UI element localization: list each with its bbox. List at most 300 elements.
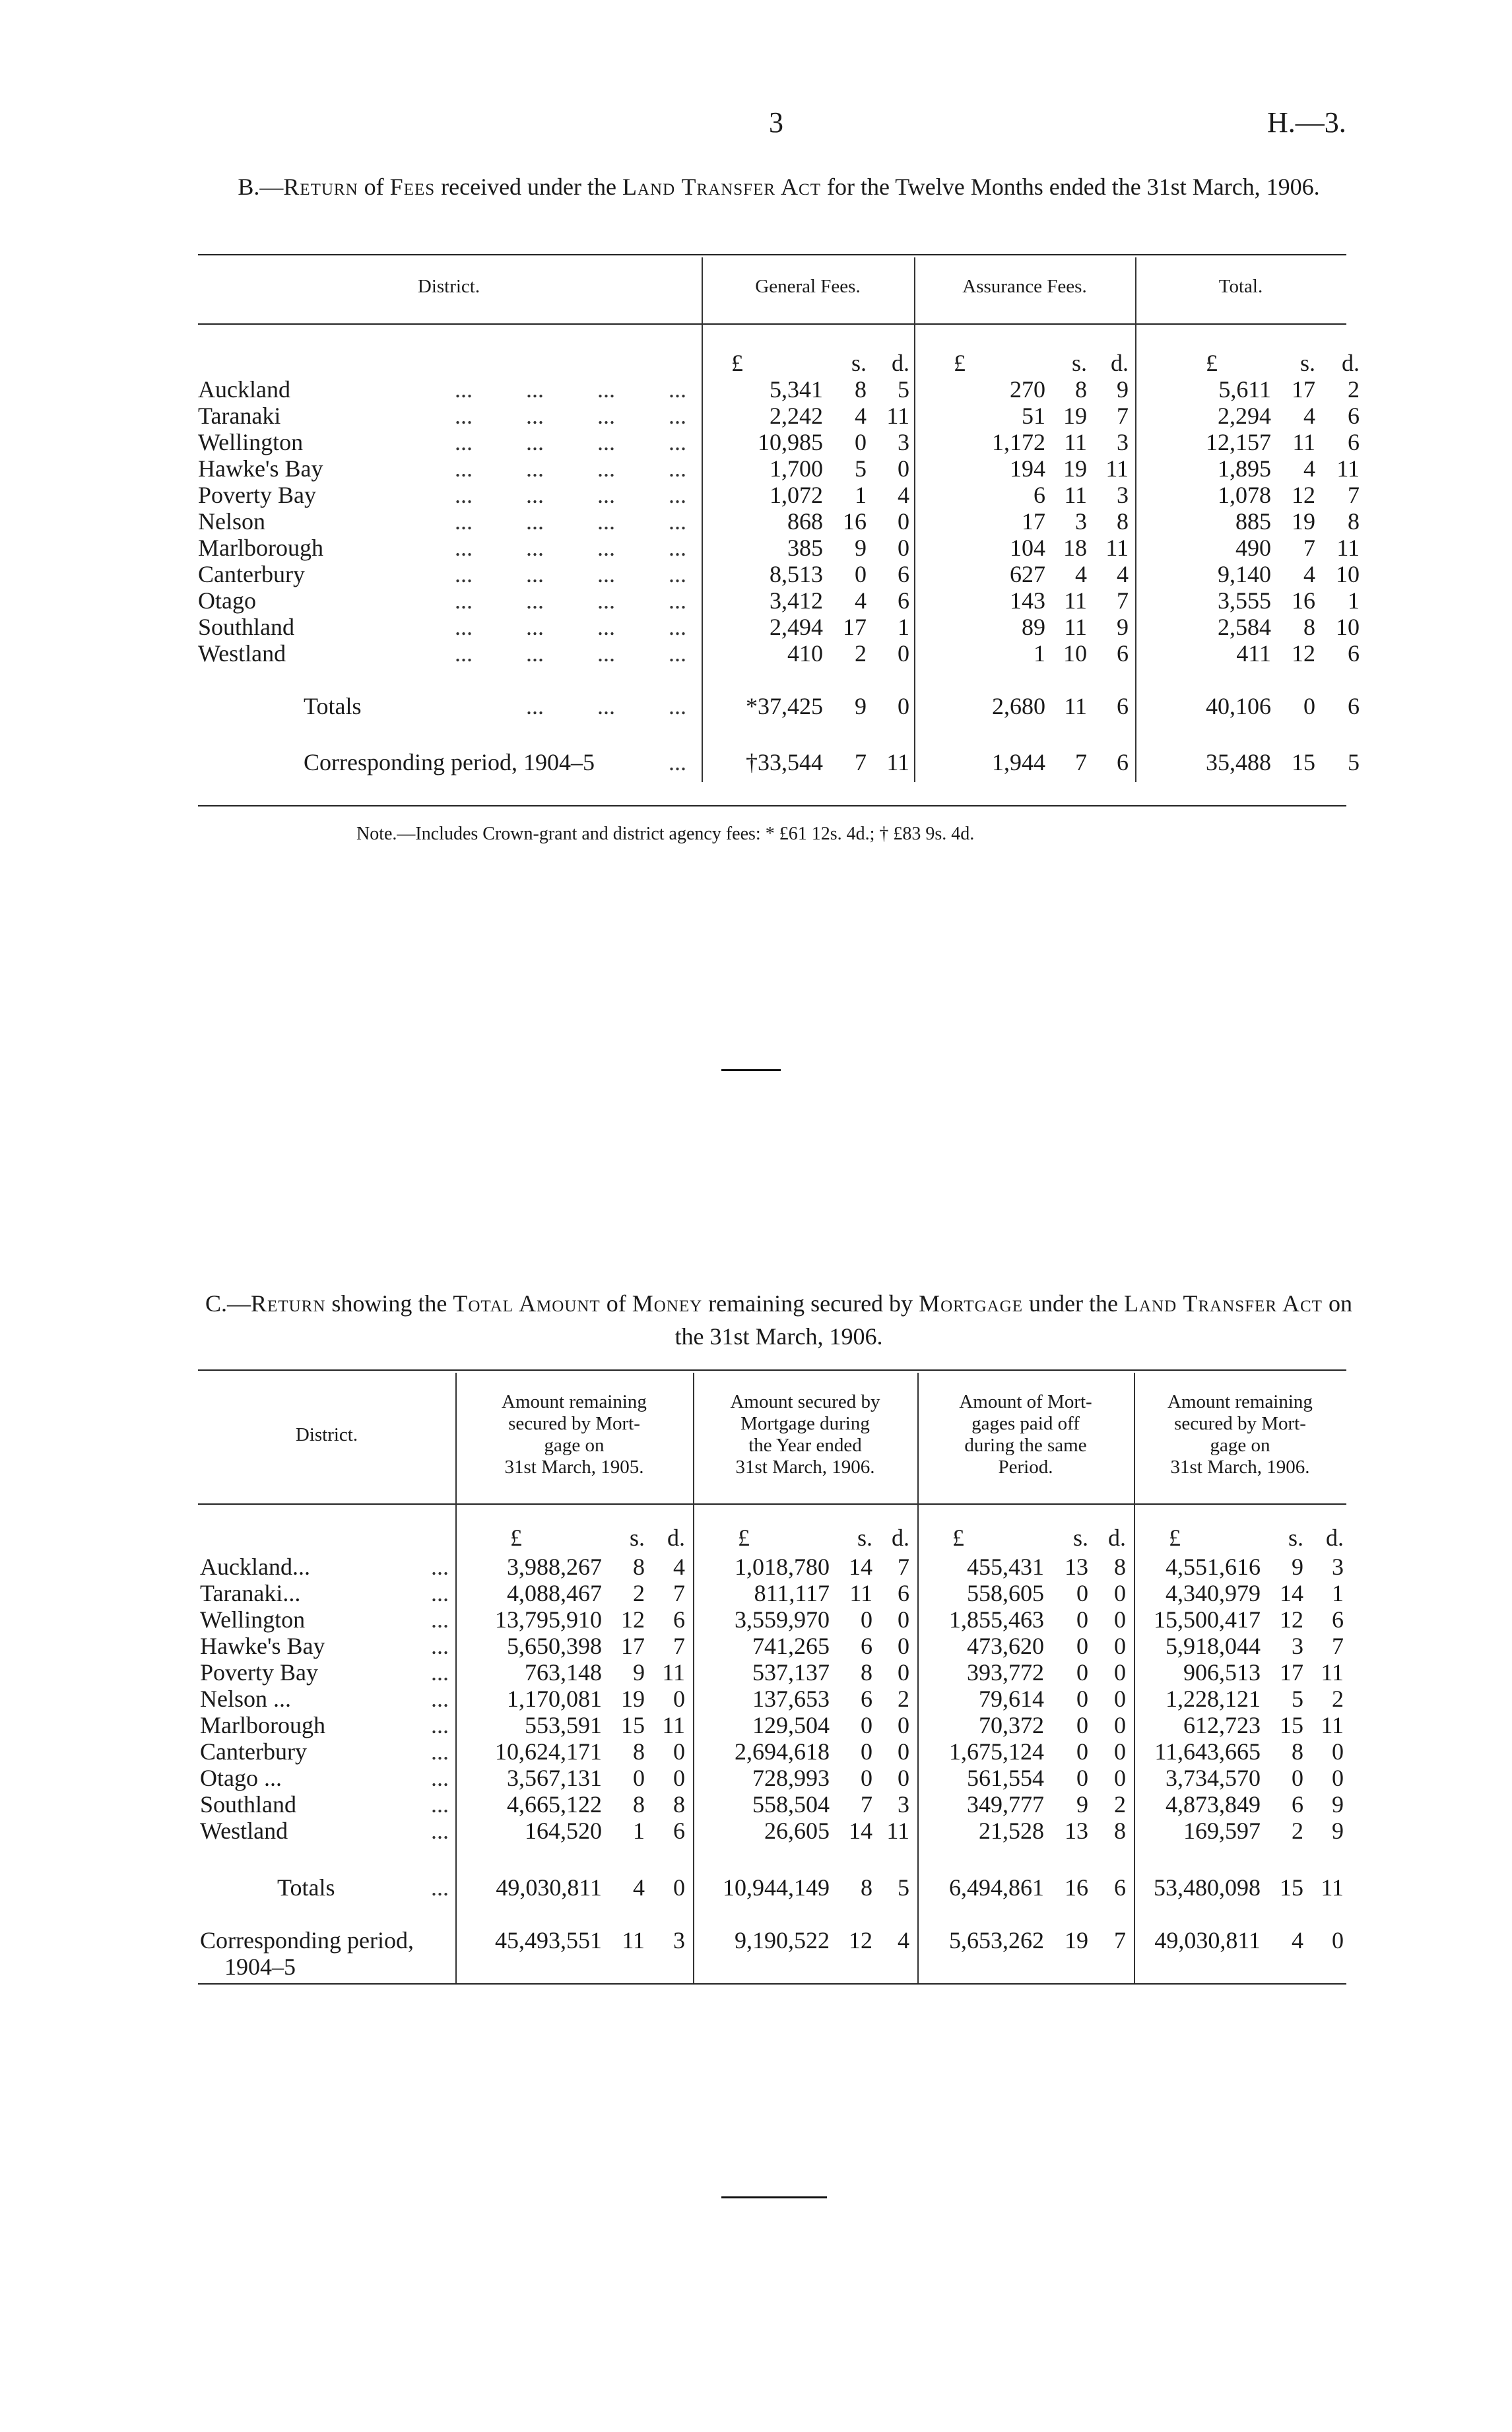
table-c-col1-pounds: 3,988,267 bbox=[507, 1554, 602, 1580]
table-c-corresponding-col3-shillings: 19 bbox=[1065, 1927, 1088, 1954]
table-c-totals-col3-shillings: 16 bbox=[1065, 1874, 1088, 1901]
table-c-col1-pound-unit: £ bbox=[510, 1525, 522, 1551]
table-c-col3-pounds: 561,554 bbox=[967, 1765, 1044, 1791]
table-c-col2-pence: 0 bbox=[898, 1633, 909, 1659]
table-b-general-pound-unit: £ bbox=[731, 350, 743, 376]
table-b-header-general: General Fees. bbox=[755, 276, 861, 297]
table-b-total-pounds: 3,555 bbox=[1218, 587, 1271, 614]
table-c-header-col2: Amount secured by Mortgage during the Year ended 31st March, 1906. bbox=[730, 1391, 880, 1478]
table-c-col1-pence: 6 bbox=[673, 1606, 685, 1633]
table-c-header-col4: Amount remaining secured by Mort- gage on 31st March, 1906. bbox=[1167, 1391, 1313, 1478]
table-b-district: Canterbury bbox=[198, 561, 305, 587]
table-b-corresponding-general-pounds: †33,544 bbox=[746, 749, 823, 775]
table-b-general-pounds: 2,494 bbox=[770, 614, 823, 640]
table-c-col2-pounds: 811,117 bbox=[754, 1580, 830, 1606]
table-c-district: Hawke's Bay bbox=[200, 1633, 325, 1659]
table-c-totals-col4-shillings: 15 bbox=[1280, 1874, 1303, 1901]
table-b-totals-assurance-shillings: 11 bbox=[1064, 693, 1087, 719]
table-c-col1-pence: 0 bbox=[673, 1765, 685, 1791]
table-b-general-shillings: 2 bbox=[855, 640, 867, 667]
table-c-corresponding-col2-shillings: 12 bbox=[849, 1927, 872, 1954]
table-b-district: Hawke's Bay bbox=[198, 455, 323, 482]
table-b-assurance-pence: 7 bbox=[1117, 403, 1129, 429]
table-b-assurance-pence-unit: d. bbox=[1111, 350, 1129, 376]
table-c-leader-dots: ... bbox=[431, 1580, 449, 1606]
table-c-top-rule bbox=[198, 1369, 1346, 1371]
table-c-col2-pence: 6 bbox=[898, 1580, 909, 1606]
table-b-general-pounds: 5,341 bbox=[770, 376, 823, 403]
table-c-col1-pence: 6 bbox=[673, 1818, 685, 1844]
table-c-col2-pounds: 3,559,970 bbox=[735, 1606, 830, 1633]
table-c-col3-pence: 8 bbox=[1114, 1554, 1126, 1580]
table-b-total-shillings: 11 bbox=[1292, 429, 1315, 455]
table-c-col4-shillings: 5 bbox=[1292, 1686, 1303, 1712]
table-c-district: Nelson ... bbox=[200, 1686, 291, 1712]
table-c-district: Southland bbox=[200, 1791, 297, 1818]
table-b-assurance-shillings: 19 bbox=[1063, 455, 1087, 482]
table-b-district: Nelson bbox=[198, 508, 265, 535]
table-c-col1-pence-unit: d. bbox=[667, 1525, 685, 1551]
table-c-col2-pounds: 129,504 bbox=[752, 1712, 830, 1738]
table-b-total-pence: 6 bbox=[1348, 640, 1360, 667]
table-c-district: Otago ... bbox=[200, 1765, 282, 1791]
table-c-col3-pence: 0 bbox=[1114, 1606, 1126, 1633]
table-c-col4-pounds: 4,551,616 bbox=[1166, 1554, 1261, 1580]
table-c-totals-col4-pence: 11 bbox=[1321, 1874, 1344, 1901]
table-b-leader-dots: ... ... ... ... bbox=[455, 640, 686, 667]
document-reference: H.—3. bbox=[1267, 106, 1346, 139]
table-c-district: Marlborough bbox=[200, 1712, 325, 1738]
table-c-col1-pence: 11 bbox=[662, 1712, 685, 1738]
table-c-col3-pence: 0 bbox=[1114, 1712, 1126, 1738]
page-number: 3 bbox=[769, 106, 783, 139]
table-c-col3-pounds: 1,675,124 bbox=[949, 1738, 1044, 1765]
table-b-total-pence: 11 bbox=[1336, 535, 1360, 561]
table-c-col2-shillings: 0 bbox=[861, 1606, 872, 1633]
table-b-general-pence: 0 bbox=[898, 508, 909, 535]
table-c-col2-pence-unit: d. bbox=[892, 1525, 909, 1551]
table-c-district: Auckland... bbox=[200, 1554, 310, 1580]
table-c-col3-shillings: 13 bbox=[1065, 1554, 1088, 1580]
table-c-col4-pound-unit: £ bbox=[1169, 1525, 1181, 1551]
table-c-leader-dots: ... bbox=[431, 1874, 449, 1901]
table-b-assurance-pounds: 104 bbox=[1010, 535, 1045, 561]
table-b-leader-dots: ... ... ... ... bbox=[455, 614, 686, 640]
table-c-col3-shillings: 0 bbox=[1076, 1712, 1088, 1738]
table-c-col2-pounds: 137,653 bbox=[752, 1686, 830, 1712]
table-b-general-pence: 6 bbox=[898, 587, 909, 614]
table-c-totals-col4-pounds: 53,480,098 bbox=[1154, 1874, 1261, 1901]
table-c-col3-shillings: 0 bbox=[1076, 1580, 1088, 1606]
table-c-col2-pence: 2 bbox=[898, 1686, 909, 1712]
table-c-col2-shillings: 8 bbox=[861, 1659, 872, 1686]
table-c-col4-shillings: 2 bbox=[1292, 1818, 1303, 1844]
table-c-col2-shillings: 14 bbox=[849, 1554, 872, 1580]
table-b-general-shillings: 8 bbox=[855, 376, 867, 403]
table-b-total-pounds: 411 bbox=[1236, 640, 1271, 667]
table-b-leader-dots: ... ... ... ... bbox=[455, 508, 686, 535]
table-c-col2-pence: 11 bbox=[886, 1818, 909, 1844]
table-c-totals-label: Totals bbox=[277, 1874, 335, 1901]
table-c-col1-shilling-unit: s. bbox=[629, 1525, 645, 1551]
table-c-col4-pence: 6 bbox=[1332, 1606, 1344, 1633]
table-c-col3-shillings: 0 bbox=[1076, 1659, 1088, 1686]
table-b-total-shillings: 19 bbox=[1292, 508, 1315, 535]
table-c-leader-dots: ... bbox=[431, 1765, 449, 1791]
table-c-col4-pounds: 612,723 bbox=[1183, 1712, 1261, 1738]
table-c-col2-shillings: 7 bbox=[861, 1791, 872, 1818]
table-b-total-shilling-unit: s. bbox=[1299, 350, 1315, 376]
table-b-total-pence: 10 bbox=[1336, 614, 1360, 640]
table-c-leader-dots: ... bbox=[431, 1791, 449, 1818]
table-c-col3-pounds: 1,855,463 bbox=[949, 1606, 1044, 1633]
table-c-col3-pence: 0 bbox=[1114, 1580, 1126, 1606]
table-c-col1-pence: 0 bbox=[673, 1686, 685, 1712]
table-b-totals-label: Totals bbox=[304, 693, 362, 719]
table-b-general-pence: 1 bbox=[898, 614, 909, 640]
table-c-col3-pence: 0 bbox=[1114, 1738, 1126, 1765]
table-c-col4-shillings: 14 bbox=[1280, 1580, 1303, 1606]
table-b-corresponding-assurance-pence: 6 bbox=[1117, 749, 1129, 775]
table-c-corresponding-col1-pence: 3 bbox=[673, 1927, 685, 1954]
table-c-col3-shillings: 9 bbox=[1076, 1791, 1088, 1818]
table-b-general-shillings: 16 bbox=[843, 508, 867, 535]
table-c-district: Wellington bbox=[200, 1606, 306, 1633]
table-b-general-pounds: 1,072 bbox=[770, 482, 823, 508]
table-c-col4-pounds: 5,918,044 bbox=[1166, 1633, 1261, 1659]
table-c-col2-pounds: 26,605 bbox=[764, 1818, 830, 1844]
table-c-col1-pounds: 553,591 bbox=[525, 1712, 602, 1738]
table-c-header-col3: Amount of Mort- gages paid off during the same Period. bbox=[959, 1391, 1092, 1478]
table-c-col1-pounds: 4,088,467 bbox=[507, 1580, 602, 1606]
table-c-col4-pounds: 11,643,665 bbox=[1154, 1738, 1261, 1765]
table-b-general-pounds: 10,985 bbox=[758, 429, 823, 455]
table-c-col4-pounds: 15,500,417 bbox=[1154, 1606, 1261, 1633]
table-b-total-pounds: 12,157 bbox=[1206, 429, 1271, 455]
table-b-leader-dots: ... ... ... ... bbox=[455, 429, 686, 455]
table-b-totals-total-pence: 6 bbox=[1348, 693, 1360, 719]
table-c-leader-dots: ... bbox=[431, 1659, 449, 1686]
table-c-col2-pounds: 741,265 bbox=[752, 1633, 830, 1659]
table-b-general-pence: 0 bbox=[898, 455, 909, 482]
table-b-header-district: District. bbox=[417, 276, 480, 297]
table-c-col1-shillings: 2 bbox=[633, 1580, 645, 1606]
table-b-general-shillings: 5 bbox=[855, 455, 867, 482]
table-b-leader-dots: ... ... ... ... bbox=[455, 376, 686, 403]
table-b-totals-total-shillings: 0 bbox=[1303, 693, 1315, 719]
table-b-leader-dots: ... ... ... ... bbox=[455, 587, 686, 614]
table-c-col3-shillings: 0 bbox=[1076, 1606, 1088, 1633]
table-b-assurance-pounds: 6 bbox=[1034, 482, 1045, 508]
table-c-col1-pounds: 10,624,171 bbox=[495, 1738, 602, 1765]
table-c-col1-pounds: 164,520 bbox=[525, 1818, 602, 1844]
table-c-district: Poverty Bay bbox=[200, 1659, 318, 1686]
table-c-col1-pounds: 13,795,910 bbox=[495, 1606, 602, 1633]
table-b-total-shillings: 4 bbox=[1303, 561, 1315, 587]
table-c-totals-col3-pence: 6 bbox=[1114, 1874, 1126, 1901]
table-b-assurance-pounds: 143 bbox=[1010, 587, 1045, 614]
table-c-col3-pounds: 21,528 bbox=[979, 1818, 1044, 1844]
table-c-col3-shilling-unit: s. bbox=[1072, 1525, 1088, 1551]
table-c-corresponding-col4-shillings: 4 bbox=[1292, 1927, 1303, 1954]
table-b-assurance-pounds: 17 bbox=[1022, 508, 1045, 535]
table-c-col2-shillings: 0 bbox=[861, 1738, 872, 1765]
table-c-leader-dots: ... bbox=[431, 1686, 449, 1712]
table-c-col2-pound-unit: £ bbox=[738, 1525, 750, 1551]
table-c-col4-pence: 7 bbox=[1332, 1633, 1344, 1659]
table-b-leader-dots: ... ... ... ... bbox=[455, 561, 686, 587]
table-b-assurance-pounds: 627 bbox=[1010, 561, 1045, 587]
table-c-col4-pence: 0 bbox=[1332, 1738, 1344, 1765]
table-b-assurance-pounds: 270 bbox=[1010, 376, 1045, 403]
table-b-corresponding-assurance-shillings: 7 bbox=[1075, 749, 1087, 775]
table-b-leader-dots: ... ... ... ... bbox=[455, 482, 686, 508]
table-c-col4-pence: 1 bbox=[1332, 1580, 1344, 1606]
table-c-corresponding-col3-pence: 7 bbox=[1114, 1927, 1126, 1954]
table-c-col4-pence: 2 bbox=[1332, 1686, 1344, 1712]
table-b-assurance-shillings: 11 bbox=[1064, 429, 1087, 455]
table-b-total-pence: 7 bbox=[1348, 482, 1360, 508]
table-b-general-shillings: 17 bbox=[843, 614, 867, 640]
table-c-col1-shillings: 8 bbox=[633, 1791, 645, 1818]
table-c-col3-pounds: 455,431 bbox=[967, 1554, 1044, 1580]
table-b-header-total: Total. bbox=[1218, 276, 1263, 297]
table-b-corresponding-total-shillings: 15 bbox=[1292, 749, 1315, 775]
table-b-total-pence-unit: d. bbox=[1342, 350, 1360, 376]
table-c-leader-dots: ... bbox=[431, 1606, 449, 1633]
table-b-total-shillings: 12 bbox=[1292, 482, 1315, 508]
table-c-col1-shillings: 9 bbox=[633, 1659, 645, 1686]
table-b-general-pounds: 8,513 bbox=[770, 561, 823, 587]
table-c-col3-pounds: 70,372 bbox=[979, 1712, 1044, 1738]
table-b-assurance-shillings: 10 bbox=[1063, 640, 1087, 667]
table-b-general-pence: 0 bbox=[898, 640, 909, 667]
table-c-col1-pounds: 763,148 bbox=[525, 1659, 602, 1686]
table-c-col3-pounds: 558,605 bbox=[967, 1580, 1044, 1606]
table-c-col2-shilling-unit: s. bbox=[857, 1525, 872, 1551]
table-b-totals-general-shillings: 9 bbox=[855, 693, 867, 719]
table-b-general-pence: 11 bbox=[886, 403, 909, 429]
table-b-assurance-shillings: 8 bbox=[1075, 376, 1087, 403]
table-c-col2-pounds: 558,504 bbox=[752, 1791, 830, 1818]
table-c-col1-pence: 0 bbox=[673, 1738, 685, 1765]
table-c-header-district: District. bbox=[295, 1424, 358, 1445]
table-b-total-pence: 6 bbox=[1348, 403, 1360, 429]
table-c-col2-pence: 0 bbox=[898, 1738, 909, 1765]
table-b-general-pounds: 410 bbox=[787, 640, 823, 667]
table-c-totals-col2-shillings: 8 bbox=[861, 1874, 872, 1901]
table-b-assurance-shillings: 19 bbox=[1063, 403, 1087, 429]
table-c-col2-shillings: 0 bbox=[861, 1765, 872, 1791]
table-b-totals-total-pounds: 40,106 bbox=[1206, 693, 1271, 719]
table-b-note: Note.—Includes Crown-grant and district agency fees: * £61 12s. 4d.; † £83 9s. 4d. bbox=[356, 824, 975, 844]
table-b-assurance-pound-unit: £ bbox=[954, 350, 966, 376]
table-b-bottom-rule bbox=[198, 805, 1346, 806]
table-b-general-shillings: 1 bbox=[855, 482, 867, 508]
table-c-col2-pence: 0 bbox=[898, 1659, 909, 1686]
table-b-assurance-pence: 11 bbox=[1105, 535, 1129, 561]
table-b-assurance-pounds: 51 bbox=[1022, 403, 1045, 429]
table-c-corresponding-label-year: 1904–5 bbox=[224, 1954, 296, 1980]
table-b-total-pounds: 1,895 bbox=[1218, 455, 1271, 482]
table-b-assurance-pounds: 1 bbox=[1034, 640, 1045, 667]
table-c-col2-pounds: 1,018,780 bbox=[735, 1554, 830, 1580]
table-c-col4-pence: 0 bbox=[1332, 1765, 1344, 1791]
table-b-general-shillings: 4 bbox=[855, 403, 867, 429]
table-c-col2-pence: 0 bbox=[898, 1765, 909, 1791]
table-b-total-pounds: 2,584 bbox=[1218, 614, 1271, 640]
table-b-total-pounds: 9,140 bbox=[1218, 561, 1271, 587]
table-b-totals-general-pounds: *37,425 bbox=[746, 693, 823, 719]
table-c-corresponding-col1-pounds: 45,493,551 bbox=[495, 1927, 602, 1954]
table-b-general-pence: 5 bbox=[898, 376, 909, 403]
table-b-assurance-shillings: 11 bbox=[1064, 587, 1087, 614]
table-b-top-rule bbox=[198, 254, 1346, 255]
table-b-totals-general-pence: 0 bbox=[898, 693, 909, 719]
table-b-total-pence: 2 bbox=[1348, 376, 1360, 403]
table-b-header-assurance: Assurance Fees. bbox=[962, 276, 1087, 297]
table-b-district: Auckland bbox=[198, 376, 290, 403]
table-b-assurance-pounds: 89 bbox=[1022, 614, 1045, 640]
table-b-total-pounds: 490 bbox=[1235, 535, 1271, 561]
table-b-header-rule bbox=[198, 323, 1346, 325]
table-c-col3-shillings: 0 bbox=[1076, 1686, 1088, 1712]
table-b-assurance-pence: 9 bbox=[1117, 614, 1129, 640]
table-b-assurance-pence: 8 bbox=[1117, 508, 1129, 535]
table-b-totals-assurance-pounds: 2,680 bbox=[992, 693, 1045, 719]
table-b-district: Westland bbox=[198, 640, 286, 667]
table-c-col4-pounds: 1,228,121 bbox=[1166, 1686, 1261, 1712]
table-c-col4-pounds: 3,734,570 bbox=[1166, 1765, 1261, 1791]
table-b-leader-dots: ... ... ... ... bbox=[455, 535, 686, 561]
table-b-total-shillings: 4 bbox=[1303, 403, 1315, 429]
table-b-district: Poverty Bay bbox=[198, 482, 316, 508]
table-b-assurance-pence: 3 bbox=[1117, 429, 1129, 455]
table-c-col3-pounds: 349,777 bbox=[967, 1791, 1044, 1818]
table-b-assurance-shilling-unit: s. bbox=[1071, 350, 1087, 376]
table-c-col3-shillings: 0 bbox=[1076, 1633, 1088, 1659]
table-b-assurance-pence: 6 bbox=[1117, 640, 1129, 667]
table-b-general-pounds: 2,242 bbox=[770, 403, 823, 429]
table-b-general-shillings: 0 bbox=[855, 561, 867, 587]
table-b-total-shillings: 16 bbox=[1292, 587, 1315, 614]
table-c-col4-pence-unit: d. bbox=[1326, 1525, 1344, 1551]
table-c-col2-pence: 0 bbox=[898, 1712, 909, 1738]
table-b-corresponding-general-shillings: 7 bbox=[855, 749, 867, 775]
table-c-col3-pence: 2 bbox=[1114, 1791, 1126, 1818]
table-c-col3-shillings: 0 bbox=[1076, 1738, 1088, 1765]
table-c-col2-pence: 3 bbox=[898, 1791, 909, 1818]
table-c-col3-pound-unit: £ bbox=[952, 1525, 964, 1551]
table-c-header-col1: Amount remaining secured by Mort- gage on 31st March, 1905. bbox=[502, 1391, 647, 1478]
table-c-col4-shillings: 15 bbox=[1280, 1712, 1303, 1738]
table-c-col4-pounds: 169,597 bbox=[1183, 1818, 1261, 1844]
table-c-corresponding-col4-pounds: 49,030,811 bbox=[1154, 1927, 1261, 1954]
table-c-leader-dots: ... bbox=[431, 1633, 449, 1659]
table-b-leader-dots: ... ... ... bbox=[526, 693, 686, 719]
table-b-general-shillings: 4 bbox=[855, 587, 867, 614]
table-b-total-pence: 11 bbox=[1336, 455, 1360, 482]
table-c-col2-shillings: 6 bbox=[861, 1686, 872, 1712]
table-c-col4-shilling-unit: s. bbox=[1288, 1525, 1303, 1551]
table-c-col4-pence: 9 bbox=[1332, 1791, 1344, 1818]
table-b-general-shillings: 0 bbox=[855, 429, 867, 455]
table-b-district: Marlborough bbox=[198, 535, 323, 561]
table-b-assurance-pounds: 1,172 bbox=[992, 429, 1045, 455]
table-c-col1-pence: 8 bbox=[673, 1791, 685, 1818]
table-c-col1-pence: 7 bbox=[673, 1633, 685, 1659]
section-separator bbox=[721, 2196, 827, 2198]
table-b-total-pence: 10 bbox=[1336, 561, 1360, 587]
table-b-leader-dots: ... bbox=[669, 749, 686, 775]
table-c-bottom-rule bbox=[198, 1983, 1346, 1985]
table-b-assurance-pence: 3 bbox=[1117, 482, 1129, 508]
table-c-title: C.—Return showing the Total Amount of Money remaining secured by Mortgage under the Land Transfer Act on the 31st March, 1906. bbox=[205, 1290, 1352, 1350]
table-b-district: Taranaki bbox=[198, 403, 281, 429]
table-c-totals-col1-pence: 0 bbox=[673, 1874, 685, 1901]
table-b-general-pounds: 868 bbox=[787, 508, 823, 535]
table-c-totals-col2-pence: 5 bbox=[898, 1874, 909, 1901]
table-c-col3-pounds: 79,614 bbox=[979, 1686, 1044, 1712]
table-c-col1-pence: 4 bbox=[673, 1554, 685, 1580]
table-c-col1-shillings: 19 bbox=[621, 1686, 645, 1712]
table-b-corresponding-general-pence: 11 bbox=[886, 749, 909, 775]
table-c-col4-pounds: 906,513 bbox=[1183, 1659, 1261, 1686]
section-separator bbox=[721, 1069, 781, 1071]
table-c-col2-pounds: 2,694,618 bbox=[735, 1738, 830, 1765]
table-b-total-shillings: 17 bbox=[1292, 376, 1315, 403]
table-b-district: Otago bbox=[198, 587, 256, 614]
table-c-col4-shillings: 12 bbox=[1280, 1606, 1303, 1633]
table-b-corresponding-total-pence: 5 bbox=[1348, 749, 1360, 775]
table-b-total-pounds: 5,611 bbox=[1218, 376, 1271, 403]
table-b-assurance-pounds: 194 bbox=[1010, 455, 1045, 482]
table-c-col2-shillings: 11 bbox=[849, 1580, 872, 1606]
table-c-corresponding-col2-pounds: 9,190,522 bbox=[735, 1927, 830, 1954]
table-c-col1-shillings: 17 bbox=[621, 1633, 645, 1659]
table-c-col3-pence: 8 bbox=[1114, 1818, 1126, 1844]
table-c-district: Canterbury bbox=[200, 1738, 307, 1765]
table-c-col4-pounds: 4,340,979 bbox=[1166, 1580, 1261, 1606]
table-c-col3-pence: 0 bbox=[1114, 1633, 1126, 1659]
table-c-col2-pounds: 728,993 bbox=[752, 1765, 830, 1791]
table-b-total-pounds: 885 bbox=[1235, 508, 1271, 535]
table-c-header-rule bbox=[198, 1503, 1346, 1505]
table-b-general-shillings: 9 bbox=[855, 535, 867, 561]
table-c-col1-pence: 11 bbox=[662, 1659, 685, 1686]
table-c-col1-shillings: 12 bbox=[621, 1606, 645, 1633]
table-c-col1-pounds: 3,567,131 bbox=[507, 1765, 602, 1791]
table-c-leader-dots: ... bbox=[431, 1554, 449, 1580]
table-b-total-shillings: 7 bbox=[1303, 535, 1315, 561]
table-c-corresponding-col2-pence: 4 bbox=[898, 1927, 909, 1954]
table-c-corresponding-col4-pence: 0 bbox=[1332, 1927, 1344, 1954]
table-c-corresponding-label: Corresponding period, bbox=[200, 1927, 414, 1954]
table-c-col2-shillings: 14 bbox=[849, 1818, 872, 1844]
table-b-total-pound-unit: £ bbox=[1206, 350, 1218, 376]
table-b-general-pence: 0 bbox=[898, 535, 909, 561]
table-b-assurance-pence: 7 bbox=[1117, 587, 1129, 614]
table-b-title: B.—Return of Fees received under the Land Transfer Act for the Twelve Months ended the 31st March, 1906. bbox=[238, 174, 1320, 200]
table-b-leader-dots: ... ... ... ... bbox=[455, 403, 686, 429]
table-b-assurance-pence: 11 bbox=[1105, 455, 1129, 482]
table-c-col4-shillings: 3 bbox=[1292, 1633, 1303, 1659]
table-b-assurance-shillings: 3 bbox=[1075, 508, 1087, 535]
table-c-corresponding-col1-shillings: 11 bbox=[622, 1927, 645, 1954]
table-b-general-pence-unit: d. bbox=[892, 350, 909, 376]
table-c-col1-shillings: 0 bbox=[633, 1765, 645, 1791]
table-c-col3-shillings: 0 bbox=[1076, 1765, 1088, 1791]
